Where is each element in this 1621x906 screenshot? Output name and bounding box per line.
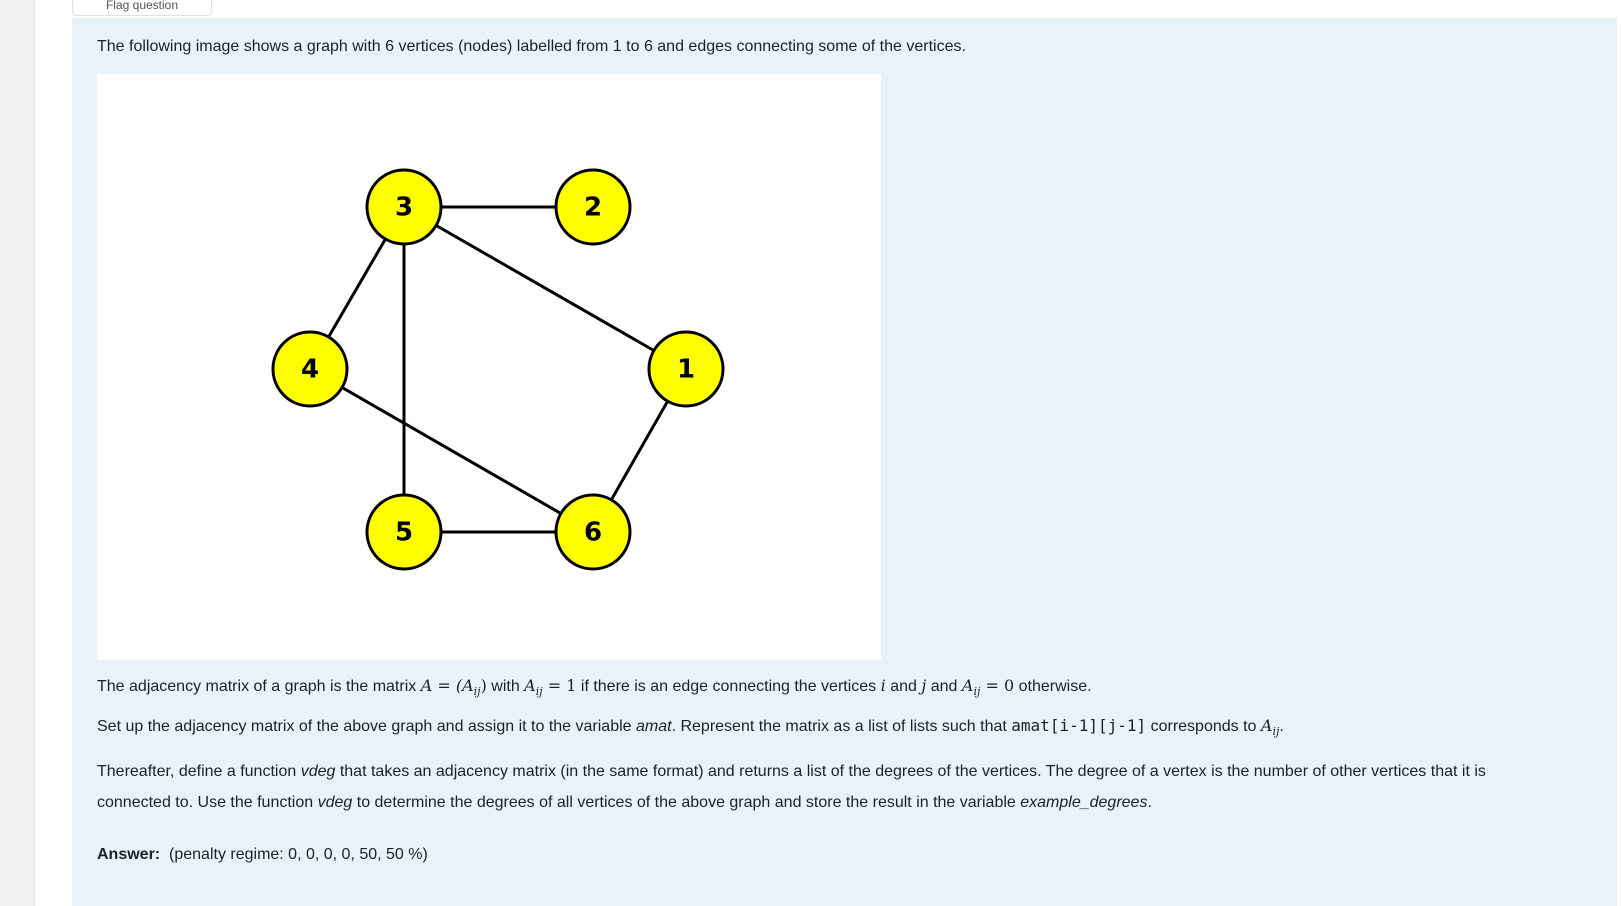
code-amat-index: amat[i-1][j-1] <box>1011 716 1147 735</box>
question-intro: The following image shows a graph with 6 vertices (nodes) labelled from 1 to 6 and edges connecting some of the vertices. <box>97 38 966 55</box>
setup-instruction: Set up the adjacency matrix of the above graph and assign it to the variable amat. Represent the matrix as a list of lists such that amat[i-1][j-1] corresponds to $A_{ij}$. <box>97 716 1284 739</box>
graph-node-1 <box>649 332 723 406</box>
penalty-regime: (penalty regime: 0, 0, 0, 0, 50, 50 %) <box>169 846 428 863</box>
function-vdeg: vdeg <box>300 763 336 780</box>
variable-example-degrees: example_degrees <box>1020 794 1148 811</box>
graph-node-label-6: 6 <box>583 517 603 548</box>
function-vdeg-2: vdeg <box>317 794 353 811</box>
left-gutter <box>0 0 35 906</box>
graph-node-label-2: 2 <box>583 192 603 223</box>
graph-node-label-3: 3 <box>394 192 414 223</box>
flag-question-label: Flag question <box>105 0 179 12</box>
question-panel <box>72 18 1617 906</box>
graph-node-label-5: 5 <box>394 517 414 548</box>
graph-node-6 <box>556 495 630 569</box>
graph-node-label-4: 4 <box>300 354 320 385</box>
variable-amat: amat <box>636 718 672 735</box>
answer-line <box>97 844 428 866</box>
answer-label: Answer: <box>97 846 161 863</box>
graph-edge-4-6 <box>310 369 593 532</box>
flag-question-button[interactable] <box>72 0 212 16</box>
graph-node-3 <box>367 170 441 244</box>
graph-image <box>97 74 881 660</box>
graph-node-2 <box>556 170 630 244</box>
graph-node-4 <box>273 332 347 406</box>
thereafter-instruction: Thereafter, define a function vdeg that takes an adjacency matrix (in the same format) and returns a list of the degrees of the vertices. The degree of a vertex is the number of other vertices that it is connected to. Use the function vdeg to determine the degrees of all vertices of the above graph and store the result in the variable example_degrees. <box>97 763 1486 811</box>
graph-node-label-1: 1 <box>676 354 696 385</box>
graph-svg <box>97 74 881 660</box>
graph-node-5 <box>367 495 441 569</box>
graph-edge-3-1 <box>404 207 686 369</box>
adjacency-definition: The adjacency matrix of a graph is the matrix $A = (A_{ij})$ with $A_{ij} = 1$ if there is an edge connecting the vertices i and j and $A_{ij} = 0$ otherwise. <box>97 676 1092 699</box>
